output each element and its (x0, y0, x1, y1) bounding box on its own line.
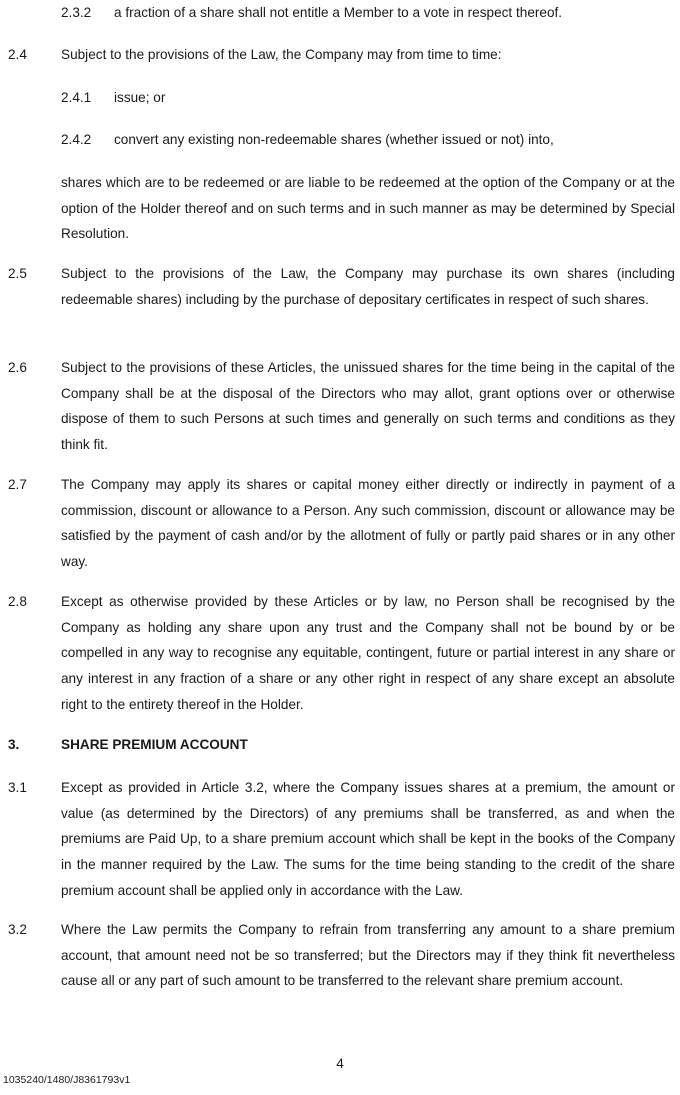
continuation-paragraph: shares which are to be redeemed or are liable to be redeemed at the option of the Company or at the option of the Holder thereof and on such terms and in such manner as may be determined by Special Resolution. (61, 175, 675, 242)
clause-number: 2.4.1 (61, 90, 92, 105)
clause-number: 2.7 (8, 477, 27, 492)
section-heading: SHARE PREMIUM ACCOUNT (61, 737, 248, 752)
clause-number: 2.4 (8, 47, 27, 62)
clause-number: 3.1 (8, 780, 27, 795)
clause-text: Subject to the provisions of these Articles, the unissued shares for the time being in the capital of the Company shall be at the disposal of the Directors who may allot, grant options over or otherwise dispose of them to such Persons at such times and generally on such terms and conditions as they think fit. (61, 360, 675, 453)
clause-number: 2.3.2 (61, 5, 92, 20)
clause-text: Subject to the provisions of the Law, the Company may purchase its own shares (including redeemable shares) including by the purchase of depositary certificates in respect of such shares. (61, 266, 675, 307)
clause-number: 2.4.2 (61, 132, 92, 147)
clause-text: The Company may apply its shares or capital money either directly or indirectly in payment of a commission, discount or allowance to a Person. Any such commission, discount or allowance may be satisfied by the payment of cash and/or by the allotment of fully or partly paid shares or in any other way. (61, 477, 675, 570)
clause-number: 3.2 (8, 922, 27, 937)
section-number: 3. (8, 737, 20, 752)
document-reference: 1035240/1480/J8361793v1 (3, 1074, 131, 1086)
clause-text: Where the Law permits the Company to refrain from transferring any amount to a share premium account, that amount need not be so transferred; but the Directors may if they think fit nevertheless cause all or any part of such amount to be transferred to the relevant share premium account. (61, 922, 675, 989)
clause-text: issue; or (114, 90, 166, 105)
clause-number: 2.6 (8, 360, 27, 375)
clause-number: 2.5 (8, 266, 27, 281)
clause-text: convert any existing non-redeemable shares (whether issued or not) into, (114, 132, 554, 147)
clause-text: Subject to the provisions of the Law, the Company may from time to time: (61, 47, 502, 62)
clause-text: Except as otherwise provided by these Articles or by law, no Person shall be recognised by the Company as holding any share upon any trust and the Company shall not be bound by or be compelled in any way to recognise any equitable, contingent, future or partial interest in any share or any interest in any fraction of a share or any other right in respect of any share except an absolute right to the entirety thereof in the Holder. (61, 594, 675, 712)
clause-text: Except as provided in Article 3.2, where the Company issues shares at a premium, the amount or value (as determined by the Directors) of any premiums shall be transferred, as and when the premiums are Paid Up, to a share premium account which shall be kept in the books of the Company in the manner required by the Law. The sums for the time being standing to the credit of the share premium account shall be applied only in accordance with the Law. (61, 780, 675, 898)
page-number: 4 (336, 1056, 344, 1071)
clause-number: 2.8 (8, 594, 27, 609)
clause-text: a fraction of a share shall not entitle a Member to a vote in respect thereof. (114, 5, 563, 20)
